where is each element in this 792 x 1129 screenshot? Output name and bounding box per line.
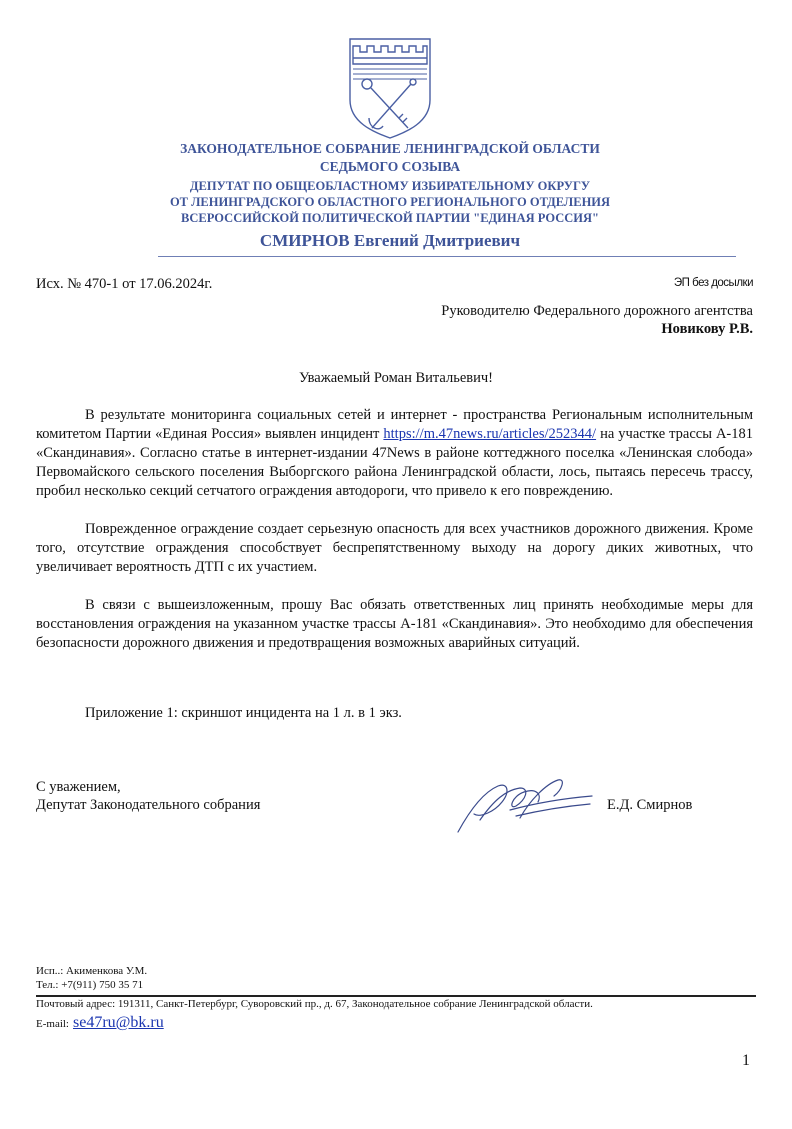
page-number: 1 — [742, 1052, 750, 1069]
addressee-position: Руководителю Федерального дорожного агентства — [441, 303, 753, 319]
handwritten-signature — [450, 770, 600, 840]
closing-position: Депутат Законодательного собрания — [36, 797, 261, 813]
p1-text-after-link: на участке трассы А-181 «Скандинавия». Согласно статье в интернет-издании 47News в районе коттеджного поселка «Ленинская слобода» Первомайского сельского поселения Выборгского района Ленинградской области, лось, пытаясь пересечь трассу, пробил несколько секций сетчатого ограждения автодороги, что привело к его повреждению. — [36, 426, 754, 499]
email-label: E-mail: — [36, 1018, 69, 1030]
attachment-line — [36, 704, 753, 723]
postal-address: Почтовый адрес: 191311, Санкт-Петербург, Суворовский пр., д. 67, Законодательное собрание Ленинградской области. — [36, 998, 593, 1010]
attachment-text: Приложение 1: скриншот инцидента на 1 л. в 1 экз. — [85, 705, 402, 721]
salutation: Уважаемый Роман Витальевич! — [298, 370, 493, 386]
executor: Исп..: Акименкова У.М. — [36, 965, 148, 977]
deputy-name: СМИРНОВ Евгений Дмитриевич — [259, 231, 521, 250]
body-paragraph-2 — [36, 520, 753, 577]
p1-text-before-link: В результате мониторинга социальных сетей и интернет - пространства Региональным исполнительным комитетом Партии «Единая Россия» выявлен инцидент — [36, 407, 753, 442]
email-line — [36, 1014, 164, 1032]
delivery-note: ЭП без досылки — [673, 277, 753, 289]
letterhead-line-4: ОТ ЛЕНИНГРАДСКОГО ОБЛАСТНОГО РЕГИОНАЛЬНОГО ОТДЕЛЕНИЯ — [169, 195, 611, 209]
body-paragraph-3 — [36, 596, 753, 653]
executor-phone: Тел.: +7(911) 750 35 71 — [36, 979, 144, 991]
p3-text: В связи с вышеизложенным, прошу Вас обязать ответственных лиц принять необходимые меры для восстановления ограждения на указанном участке трассы А-181 «Скандинавия». Это необходимо для обеспечения безопасности дорожного движения и предотвращения возможных аварийных ситуаций. — [36, 597, 753, 651]
email-link[interactable]: se47ru@bk.ru — [73, 1014, 164, 1031]
footer-divider — [36, 995, 756, 997]
signatory-name: Е.Д. Смирнов — [607, 797, 693, 813]
letterhead-line-5: ВСЕРОССИЙСКОЙ ПОЛИТИЧЕСКОЙ ПАРТИИ "ЕДИНАЯ РОССИЯ" — [181, 211, 599, 225]
body-paragraph-1 — [36, 406, 753, 501]
article-link[interactable]: https://m.47news.ru/articles/252344/ — [383, 426, 597, 442]
coat-of-arms-icon — [347, 36, 433, 140]
letterhead-line-3: ДЕПУТАТ ПО ОБЩЕОБЛАСТНОМУ ИЗБИРАТЕЛЬНОМУ ОКРУГУ — [189, 179, 591, 193]
p2-text: Поврежденное ограждение создает серьезную опасность для всех участников дорожного движения. Кроме того, отсутствие ограждения способствует беспрепятственному выходу на дорогу диких животных, что увеличивает вероятность ДТП с их участием. — [36, 521, 753, 575]
header-divider — [158, 256, 736, 257]
addressee-name: Новикову Р.В. — [661, 321, 753, 337]
letterhead-line-1: ЗАКОНОДАТЕЛЬНОЕ СОБРАНИЕ ЛЕНИНГРАДСКОЙ ОБЛАСТИ — [180, 141, 600, 156]
outgoing-number: Исх. № 470-1 от 17.06.2024г. — [36, 276, 213, 292]
letterhead-line-2: СЕДЬМОГО СОЗЫВА — [319, 159, 461, 174]
closing-regards: С уважением, — [36, 779, 121, 795]
